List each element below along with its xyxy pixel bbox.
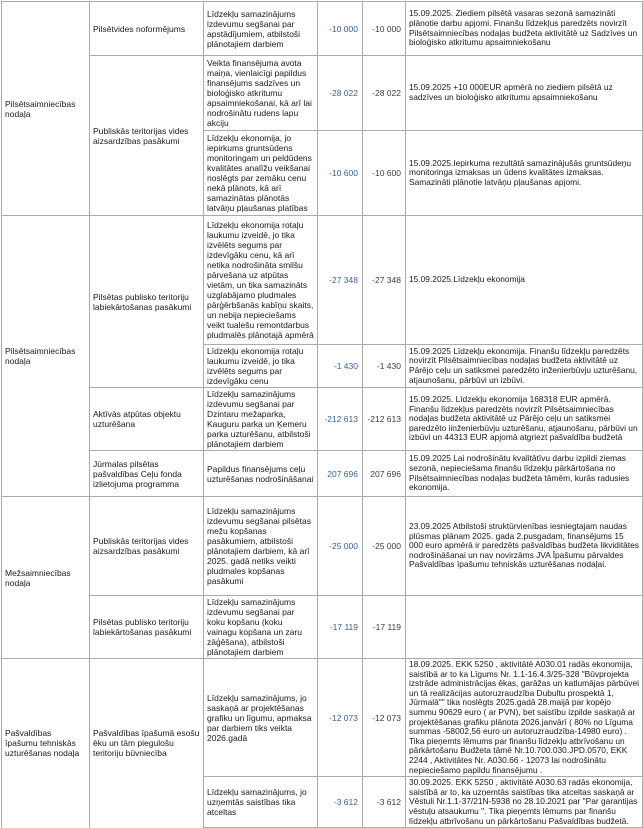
program-cell: Aktīvās atpūtas objektu uzturēšana xyxy=(90,388,204,451)
department-cell: Pašvaldības īpašumu tehniskās uzturēšanas nodaļa xyxy=(2,659,90,828)
program-cell: Pilsētas publisko teritoriju labiekārtošanas pasākumi xyxy=(90,596,204,659)
table-row xyxy=(2,497,643,596)
program-cell: Publiskās teritorijas vides aizsardzības pasākumi xyxy=(90,497,204,596)
amount-total-cell: 207 696 xyxy=(363,451,406,497)
amount-total-cell: -1 430 xyxy=(363,345,406,388)
amount-total-cell: -27 348 xyxy=(363,216,406,345)
amount-total-cell: -10 600 xyxy=(363,131,406,216)
table-row xyxy=(2,388,643,451)
amount-change-cell: -212 613 xyxy=(318,388,363,451)
table-row xyxy=(2,659,643,777)
description-cell: Līdzekļu samazinājums, jo uzņemtās saistības tika atceltas xyxy=(204,777,318,828)
amount-change-cell: -1 430 xyxy=(318,345,363,388)
program-cell: Publiskās teritorijas vides aizsardzības pasākumi xyxy=(90,56,204,216)
amount-change-cell: 207 696 xyxy=(318,451,363,497)
explanation-cell: 30.09.2025. EKK 5250 , aktivitātē A030.63 radās ekonomija, saistībā ar to, ka uzņemtās saistības tika atceltas saskaņā ar Vēstuli Nr.1.1-37/21N-5938 no 28.10.2021 par "Par garantijas vēstuļu atsaukumu ". Tika pieņemts lēmums par finanšu līdzekļu atbrīvošanu un pārkārtošanu Pašvaldības budžetā. xyxy=(406,777,643,828)
program-cell: Pašvaldības īpašumā esošu ēku un tām piegulošu teritoriju būvniecība xyxy=(90,659,204,828)
description-cell: Līdzekļu ekonomija rotaļu laukumu izveidē, jo tika izvēlēts segums par izdevīgāku cenu xyxy=(204,345,318,388)
explanation-cell: 15.09.2025. Ziediem pilsētā vasaras sezonā samazināti plānotie darbu apjomi. Finanšu līdzekļus paredzēts novirzīt Pilsētsaimniecības nodaļas budžeta aktivitātē uz Sadzīves un bioloģisko atkritumu apsaimniekošanu xyxy=(406,2,643,56)
amount-total-cell: -10 000 xyxy=(363,2,406,56)
amount-total-cell: -25 000 xyxy=(363,497,406,596)
description-cell: Līdzekļu samazinājums izdevumu segšanai par apstādījumiem, atbilstoši plānotajiem darbiem xyxy=(204,2,318,56)
budget-amendments-table xyxy=(1,1,643,828)
department-cell: Pilsētsaimniecības nodaļa xyxy=(2,2,90,216)
amount-change-cell: -25 000 xyxy=(318,497,363,596)
description-cell: Līdzekļu samazinājums izdevumu segšanai pilsētas mežu kopšanas pasākumiem, atbilstoši plānotajiem darbiem, kā arī 2025. gadā netiks veikti pludmales kopšanas pasākumi xyxy=(204,497,318,596)
amount-change-cell: -3 612 xyxy=(318,777,363,828)
description-cell: Līdzekļu ekonomija, jo iepirkums gruntsūdens monitoringam un peldūdens kvalitātes analīžu veikšanai noslēgts par zemāku cenu nekā plānots, kā arī samazinātas plānotās latvāņu pļaušanas platības xyxy=(204,131,318,216)
description-cell: Līdzekļu samazinājums, jo saskaņā ar projektēšanas grafiku un līgumu, apmaksa par darbiem tiks veikta 2026.gadā xyxy=(204,659,318,777)
explanation-cell xyxy=(406,596,643,659)
table-row xyxy=(2,56,643,131)
amount-total-cell: -212 613 xyxy=(363,388,406,451)
department-cell: Mežsaimniecības nodaļa xyxy=(2,497,90,659)
department-cell: Pilsētsaimniecības nodaļa xyxy=(2,216,90,497)
explanation-cell: 15.09.2025 Lai nodrošinātu kvalitātīvu darbu izpildi ziemas sezonā, nepieciešama finanšu līdzekļu pārkārtošana no Pilsētsaimniecības nodaļas budžeta tāmēm, kurās radusies ekonomija. xyxy=(406,451,643,497)
program-cell: Jūrmalas pilsētas pašvaldības Ceļu fonda izlietojuma programma xyxy=(90,451,204,497)
description-cell: Līdzekļu samazinājums izdevumu segšanai par koku kopšanu (koku vainagu kopšana un zaru zāģēšana), atbilstoši plānotajiem darbiem xyxy=(204,596,318,659)
description-cell: Papildus finansējums ceļu uzturēšanas nodrošināšanai xyxy=(204,451,318,497)
explanation-cell: 15.09.2025. Līdzekļu ekonomija 168318 EUR apmērā. Finanšu līdzekļus paredzēts novirzīt Pilsētsaimniecības nodaļas budžeta aktivitātē uz Pārējo ceļu un satiksmei paredzēto iinženierbūvju uzturēšanu, atjaunošanu, pārbūvi un izbūvi un 44313 EUR apjomā atgriezt pašvaldība budžetā xyxy=(406,388,643,451)
amount-change-cell: -12 073 xyxy=(318,659,363,777)
explanation-cell: 15.09.2025.Iepirkuma rezultātā samazinājušās gruntsūdeņu monitoringa izmaksas un ūdens kvalitātes izmaksas. Samazināti plānotie latvāņu pļaušanas apjomi. xyxy=(406,131,643,216)
explanation-cell: 15.09.2025.Līdzekļu ekonomija xyxy=(406,216,643,345)
table-row xyxy=(2,2,643,56)
explanation-cell: 15.09.2025 +10 000EUR apmērā no ziediem pilsētā uz sadzīves un bioloģisko atkritumu apsaimniekošanu xyxy=(406,56,643,131)
explanation-cell: 18.09.2025. EKK 5250 , aktivitātē A030.01 radās ekonomija, saistībā ar to ka Līgums Nr. 1.1-16.4.3/25-328 "Būvprojekta izstrāde administrācijas ēkas, garāžas un katlumājas pārbūvei un tā realizācijas autoruzraudzība Dubultu prospektā 1, Jūrmalā"" tika noslēgts 2025.gadā 28.maijā par kopējo summu 90629 euro ( ar PVN), bet saistību izpilde saskaņā ar projektēšanas grafiku plānota 2026.janvārī ( 80% no Līguma summas -58002,56 euro un autoruzraudzība-14980 euro) . Tika pieņemts lēmums par finanšu līdzekļu atbrīvošanu un pārkārtošanu Budžeta tāmē Nr.10.700.030.JPD.0570, EKK 2244 , Aktivitātes Nr. A030.66 - 12073 lai nodrošinātu nepieciešamo papildu finansējumu . xyxy=(406,659,643,777)
table-row xyxy=(2,596,643,659)
description-cell: Veikta finansējuma avota maiņa, vienlaicīgi papildus finansējums sadzīves un bioloģisko atkritumu apsaimniekošanai, kā arī lai nodrošinātu rudens lapu akciju xyxy=(204,56,318,131)
description-cell: Līdzekļu ekonomija rotaļu laukumu izveidē, jo tika izvēlēts segums par izdevīgāku cenu, kā arī netika nodrošināta smilšu pārvešana uz atpūtas vietām, un tika samazināts uzglabājamo pludmales pārģērbšanās kabīņu skaits, un nebija nepieciešams veikt tualešu remontdarbus pludmalēs plānotajā apmērā xyxy=(204,216,318,345)
amount-change-cell: -10 600 xyxy=(318,131,363,216)
amount-total-cell: -3 612 xyxy=(363,777,406,828)
description-cell: Līdzekļu samazinājums izdevumu segšanai par Dzintaru mežaparka, Kauguru parka un Ķemeru parka uzturēšanu, atbilstoši plānotajiem darbiem xyxy=(204,388,318,451)
amount-change-cell: -17 119 xyxy=(318,596,363,659)
explanation-cell: 23.09.2025 Atbilstoši struktūrvienības iesniegtajam naudas plūsmas plānam 2025. gada 2.pusgadam, finansējums 15 000 euro apmērā ir paredzēts pašvaldības budžeta likviditātes nodrošināšanai un nav novirzāms JVA Īpašumu pārvaldes Pašvaldības īpašumu tehniskās uzturēšanas nodaļai. xyxy=(406,497,643,596)
amount-total-cell: -28 022 xyxy=(363,56,406,131)
program-cell: Pilsētvides noformējums xyxy=(90,2,204,56)
amount-change-cell: -28 022 xyxy=(318,56,363,131)
amount-change-cell: -27 348 xyxy=(318,216,363,345)
explanation-cell: 15.09.2025 Līdzekļu ekonomija. Finanšu līdzekļu paredzēts novirzīt Pilsētsaimniecības nodaļas budžeta aktivitātē uz Pārējo ceļu un satiksmei paredzēto inženierbūvju uzturēšanu, atjaunošanu, pārbūvi un izbūvi. xyxy=(406,345,643,388)
amount-total-cell: -12 073 xyxy=(363,659,406,777)
table-row xyxy=(2,216,643,345)
table-row xyxy=(2,451,643,497)
program-cell: Pilsētas publisko teritoriju labiekārtošanas pasākumi xyxy=(90,216,204,388)
amount-change-cell: -10 000 xyxy=(318,2,363,56)
amount-total-cell: -17 119 xyxy=(363,596,406,659)
